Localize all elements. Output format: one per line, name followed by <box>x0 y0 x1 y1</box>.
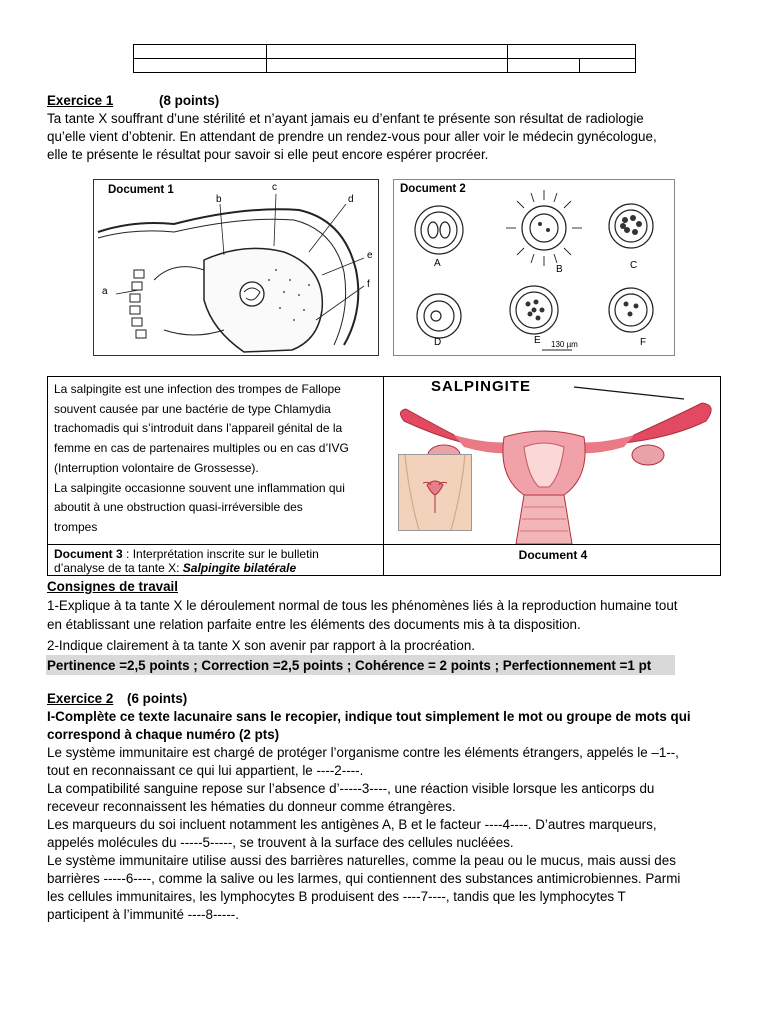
document3-line: (Interruption volontaire de Grossesse). <box>54 460 259 475</box>
exercise2-text-line: participent à l’immunité ----8-----. <box>47 907 239 922</box>
body-silhouette <box>399 455 471 530</box>
document3-line: La salpingite occasionne souvent une inflammation qui <box>54 480 345 495</box>
exercise2-text-line: Les marqueurs du soi incluent notamment les antigènes A, B et le facteur ----4----. D’autres marqueurs, <box>47 817 657 832</box>
exercise2-text-line: les cellules immunitaires, les lymphocytes B produisent des ----7----, tandis que les lymphocytes T <box>47 889 626 904</box>
document3-line: trachomadis qui s’introduit dans l’appareil génital de la <box>54 421 343 436</box>
document1-label-e: e <box>367 250 373 261</box>
table-row-divider <box>48 544 720 545</box>
document3-caption <box>54 547 374 575</box>
instruction-line: 1-Explique à ta tante X le déroulement normal de tous les phénomènes liés à la reproduction humaine tout <box>47 598 678 613</box>
document2-label-B: B <box>556 264 563 275</box>
document3-text <box>54 380 374 538</box>
grading-criteria: Pertinence =2,5 points ; Correction =2,5 points ; Cohérence = 2 points ; Perfectionnement =1 pt <box>47 658 652 673</box>
document2-label-C: C <box>630 260 638 271</box>
document2-label-A: A <box>434 258 441 269</box>
exercise2-heading <box>47 690 187 707</box>
document2-label-D: D <box>434 337 442 348</box>
document1-title: Document 1 <box>108 184 174 196</box>
header-table-col-divider <box>266 45 267 72</box>
exercise2-question-line: I-Complète ce texte lacunaire sans le recopier, indique tout simplement le mot ou groupe de mots qui <box>47 709 691 724</box>
instruction-line: 2-Indique clairement à ta tante X son avenir par rapport à la procréation. <box>47 638 476 653</box>
exercise2-text-line: tout en reconnaissant ce qui lui appartient, le ----2----. <box>47 763 364 778</box>
document3-line: souvent causée par une bactérie de type Chlamydia <box>54 401 331 416</box>
header-table <box>133 44 636 73</box>
header-table-col-divider <box>507 45 508 72</box>
document1-label-a: a <box>102 286 108 297</box>
exercise1-title: Exercice 1 <box>47 93 114 108</box>
exercise1-points: (8 points) <box>159 93 220 108</box>
document3-caption-line2: d’analyse de ta tante X: <box>54 561 183 575</box>
exercise2-text-line: receveur reconnaissent les hématies du donneur comme étrangères. <box>47 799 456 814</box>
female-reproductive-diagram <box>94 180 378 355</box>
exercise2-text-line: Le système immunitaire utilise aussi des barrières naturelles, comme la peau ou le mucus, mais aussi des <box>47 853 676 868</box>
document1-label-d: d <box>348 194 354 205</box>
exercise2-text-line: La compatibilité sanguine repose sur l’absence d’-----3----, une réaction visible lorsque les anticorps du <box>47 781 655 796</box>
document3-diagnosis: Salpingite bilatérale <box>182 561 297 575</box>
exercise1-intro-line: elle te présente le résultat pour savoir si elle peut encore espérer procréer. <box>47 147 489 162</box>
documents-3-4-table <box>47 376 721 576</box>
exercise1-intro-line: Ta tante X souffrant d’une stérilité et n’ayant jamais eu d’enfant te présente son résultat de radiologie <box>47 111 644 126</box>
document4-figure <box>384 377 721 544</box>
body-inset-image <box>398 454 472 531</box>
document3-line: La salpingite est une infection des trompes de Fallope <box>54 382 341 396</box>
document3-line: aboutit à une obstruction quasi-irréversible des <box>54 500 303 515</box>
exercise2-text-line: appelés molécules du -----5-----, se trouvent à la surface des cellules nucléées. <box>47 835 514 850</box>
document1-label-b: b <box>216 194 222 205</box>
instruction-line: en établissant une relation parfaite entre les éléments des documents mis à ta disposition. <box>47 617 581 632</box>
document2-label-F: F <box>640 337 647 348</box>
exercise2-text-line: barrières -----6----, comme la salive ou les larmes, qui contiennent des substances antimicrobiennes. Parmi <box>47 871 681 886</box>
document2-label-E: E <box>534 335 541 346</box>
instructions-title: Consignes de travail <box>47 579 178 594</box>
document1-label-c: c <box>272 182 277 193</box>
document3-line: trompes <box>54 519 98 534</box>
document4-caption: Document 4 <box>518 548 588 562</box>
document3-line: femme en cas de partenaires multiples ou en cas d’IVG <box>54 441 349 456</box>
document3-caption-label: Document 3 <box>54 547 123 561</box>
document3-caption-text: : Interprétation inscrite sur le bulletin <box>122 547 319 561</box>
header-table-row-divider <box>134 58 635 59</box>
header-table-col-divider <box>579 58 580 72</box>
document1-label-f: f <box>367 279 370 290</box>
document2-title: Document 2 <box>400 183 466 195</box>
exercise2-title: Exercice 2 <box>47 691 114 706</box>
exercise1-heading <box>47 92 219 109</box>
document2-scale: 130 µm <box>551 340 578 349</box>
document2-figure <box>393 179 675 356</box>
document4-image-title: SALPINGITE <box>431 378 532 395</box>
exercise2-question-line: correspond à chaque numéro (2 pts) <box>47 727 280 742</box>
exercise2-points: (6 points) <box>127 691 188 706</box>
exercise2-text-line: Le système immunitaire est chargé de protéger l’organisme contre les éléments étrangers, appelés le –1--, <box>47 745 679 760</box>
exercise1-intro-line: qu’elle vient d’obtenir. En attendant de prendre un rendez-vous pour aller voir le médecin gynécologue, <box>47 129 657 144</box>
document1-figure <box>93 179 379 356</box>
